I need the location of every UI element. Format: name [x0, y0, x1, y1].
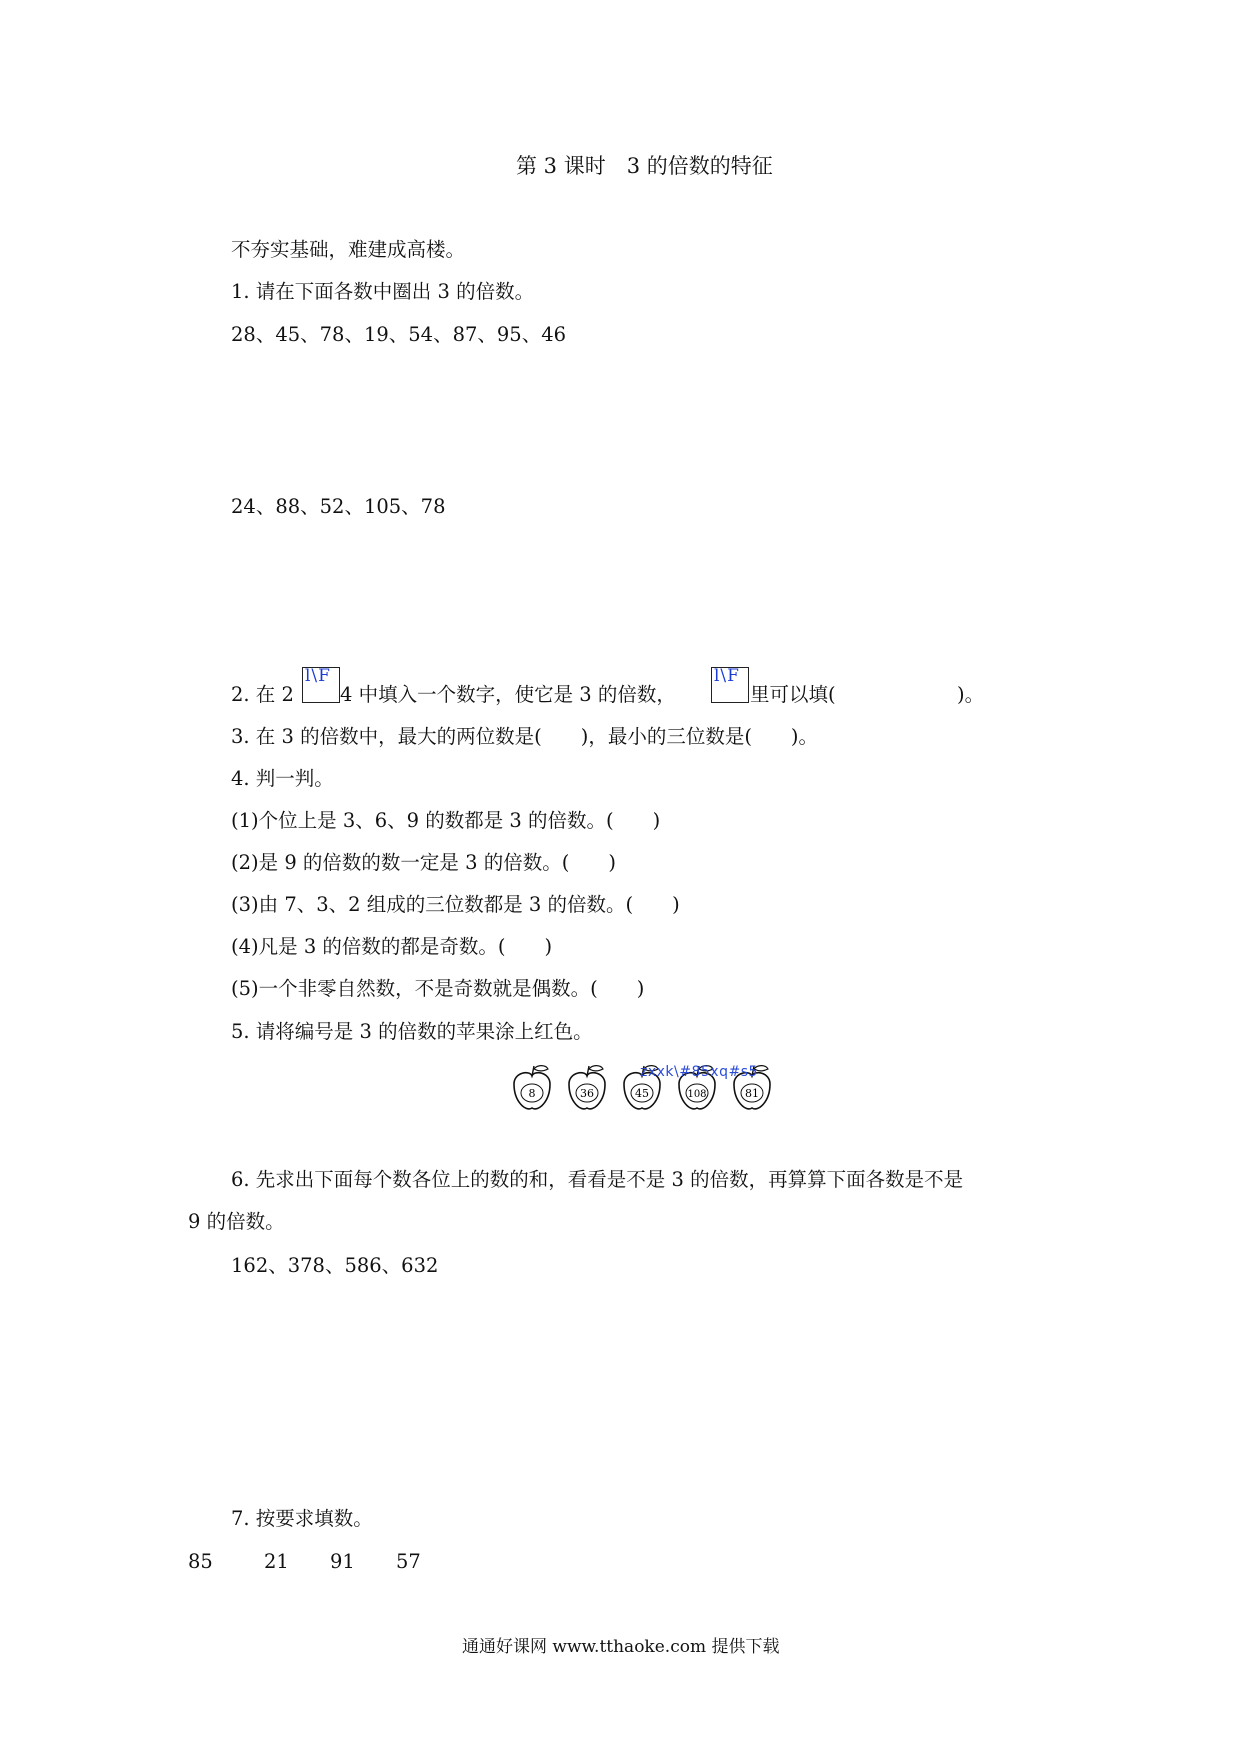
q2-text-part4: )。	[957, 683, 985, 706]
apple-label: 45	[635, 1087, 649, 1100]
q1-prompt: 1. 请在下面各数中圈出 3 的倍数。	[231, 280, 535, 303]
box-glyph: l\F	[305, 666, 331, 686]
q3-text: 3. 在 3 的倍数中，最大的两位数是( )，最小的三位数是( )。	[231, 725, 819, 748]
q7-prompt: 7. 按要求填数。	[231, 1507, 373, 1530]
q6-text-line1: 6. 先求出下面每个数各位上的数的和，看看是不是 3 的倍数，再算算下面各数是不是	[231, 1168, 964, 1191]
footer-text: 通通好课网 www.tthaoke.com 提供下载	[462, 1637, 780, 1657]
q2-fill-box-2[interactable]	[711, 667, 749, 703]
q4-prompt: 4. 判一判。	[231, 767, 334, 790]
q7-number-3: 91	[330, 1550, 355, 1573]
q6-numbers: 162、378、586、632	[231, 1254, 439, 1277]
section-heading: 不夯实基础，难建成高楼。	[231, 238, 466, 261]
q2-text-part2: 4 中填入一个数字，使它是 3 的倍数，	[340, 683, 676, 706]
page-title: 第 3 课时 3 的倍数的特征	[516, 154, 773, 178]
q7-number-1: 85	[188, 1550, 213, 1573]
watermark-text: zxxk\#85xq#s5	[640, 1064, 758, 1080]
q7-number-4: 57	[396, 1550, 421, 1573]
apple-label: 36	[580, 1087, 594, 1100]
q4-item-3: (3)由 7、3、2 组成的三位数都是 3 的倍数。( )	[231, 893, 680, 916]
q2-text-part3: 里可以填(	[750, 683, 836, 706]
q1-numbers-row1: 28、45、78、19、54、87、95、46	[231, 323, 567, 346]
q4-item-1: (1)个位上是 3、6、9 的数都是 3 的倍数。( )	[231, 809, 661, 832]
apple-1[interactable]	[514, 1066, 550, 1109]
q5-prompt: 5. 请将编号是 3 的倍数的苹果涂上红色。	[231, 1020, 593, 1043]
q4-item-2: (2)是 9 的倍数的数一定是 3 的倍数。( )	[231, 851, 616, 874]
q2-fill-box-1[interactable]	[302, 667, 340, 703]
apple-label: 108	[687, 1089, 707, 1100]
apple-label: 81	[745, 1087, 759, 1100]
q2-text-part1: 2. 在 2	[231, 683, 294, 706]
q1-numbers-row2: 24、88、52、105、78	[231, 495, 446, 518]
q4-item-4: (4)凡是 3 的倍数的都是奇数。( )	[231, 935, 553, 958]
apple-2[interactable]	[569, 1066, 605, 1109]
q6-text-line2: 9 的倍数。	[188, 1210, 285, 1233]
apple-label: 8	[528, 1087, 536, 1100]
q7-number-2: 21	[264, 1550, 289, 1573]
box-glyph: l\F	[714, 666, 740, 686]
q4-item-5: (5)一个非零自然数，不是奇数就是偶数。( )	[231, 977, 645, 1000]
